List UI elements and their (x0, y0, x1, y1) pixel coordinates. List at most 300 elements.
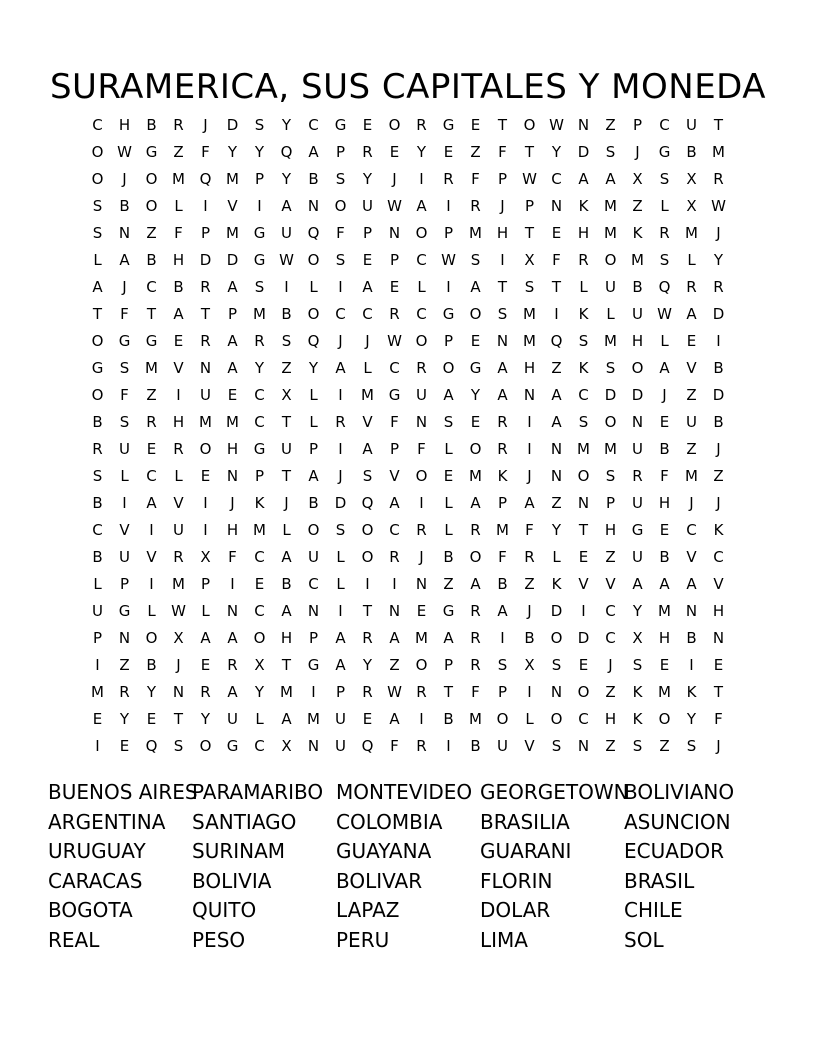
grid-letter[interactable]: J (635, 143, 640, 161)
grid-letter[interactable]: I (338, 440, 343, 458)
grid-letter[interactable]: I (392, 575, 397, 593)
grid-letter[interactable]: A (200, 629, 211, 647)
grid-letter[interactable]: W (387, 197, 402, 215)
grid-letter[interactable]: U (686, 413, 697, 431)
grid-letter[interactable]: Y (227, 143, 238, 161)
grid-letter[interactable]: A (416, 197, 427, 215)
grid-letter[interactable]: R (173, 116, 184, 134)
grid-letter[interactable]: C (146, 467, 157, 485)
grid-letter[interactable]: W (387, 332, 402, 350)
grid-letter[interactable]: L (417, 278, 426, 296)
grid-letter[interactable]: N (307, 737, 320, 755)
grid-letter[interactable]: A (335, 629, 346, 647)
grid-letter[interactable]: E (686, 332, 697, 350)
grid-letter[interactable]: S (578, 332, 589, 350)
grid-letter[interactable]: L (606, 305, 615, 323)
grid-letter[interactable]: S (659, 170, 670, 188)
grid-letter[interactable]: M (658, 602, 671, 620)
grid-letter[interactable]: M (415, 629, 428, 647)
grid-letter[interactable]: V (686, 548, 697, 566)
grid-letter[interactable]: I (176, 386, 181, 404)
grid-letter[interactable]: C (254, 602, 265, 620)
grid-letter[interactable]: I (203, 521, 208, 539)
grid-letter[interactable]: R (497, 413, 508, 431)
grid-letter[interactable]: E (389, 143, 400, 161)
grid-letter[interactable]: F (120, 386, 129, 404)
grid-letter[interactable]: R (713, 278, 724, 296)
grid-letter[interactable]: F (336, 224, 345, 242)
grid-letter[interactable]: X (173, 629, 184, 647)
grid-letter[interactable]: A (605, 170, 616, 188)
grid-letter[interactable]: E (362, 251, 373, 269)
grid-letter[interactable]: O (550, 629, 563, 647)
grid-letter[interactable]: S (578, 413, 589, 431)
grid-letter[interactable]: W (711, 197, 726, 215)
grid-letter[interactable]: N (415, 575, 428, 593)
grid-letter[interactable]: P (632, 116, 643, 134)
grid-letter[interactable]: D (550, 602, 563, 620)
grid-letter[interactable]: F (660, 467, 669, 485)
grid-letter[interactable]: Y (416, 143, 427, 161)
grid-letter[interactable]: I (554, 305, 559, 323)
grid-letter[interactable]: R (92, 440, 103, 458)
grid-letter[interactable]: J (338, 332, 343, 350)
grid-letter[interactable]: M (685, 467, 698, 485)
grid-letter[interactable]: E (119, 737, 130, 755)
grid-letter[interactable]: D (226, 116, 239, 134)
grid-letter[interactable]: M (523, 305, 536, 323)
grid-letter[interactable]: N (550, 440, 563, 458)
grid-letter[interactable]: O (469, 548, 482, 566)
grid-letter[interactable]: O (91, 170, 104, 188)
grid-letter[interactable]: V (389, 467, 400, 485)
grid-letter[interactable]: C (605, 602, 616, 620)
grid-letter[interactable]: R (686, 278, 697, 296)
grid-letter[interactable]: V (362, 413, 373, 431)
grid-letter[interactable]: I (689, 656, 694, 674)
grid-letter[interactable]: M (604, 440, 617, 458)
grid-letter[interactable]: L (525, 710, 534, 728)
grid-letter[interactable]: I (419, 494, 424, 512)
grid-letter[interactable]: S (335, 521, 346, 539)
grid-letter[interactable]: D (226, 251, 239, 269)
grid-letter[interactable]: G (307, 656, 320, 674)
grid-letter[interactable]: Y (281, 170, 292, 188)
grid-letter[interactable]: N (685, 602, 698, 620)
grid-letter[interactable]: X (254, 656, 265, 674)
grid-letter[interactable]: J (500, 197, 505, 215)
grid-letter[interactable]: X (524, 251, 535, 269)
grid-letter[interactable]: J (419, 548, 424, 566)
grid-letter[interactable]: R (416, 737, 427, 755)
grid-letter[interactable]: C (578, 710, 589, 728)
grid-letter[interactable]: P (308, 440, 319, 458)
grid-letter[interactable]: E (200, 467, 211, 485)
grid-letter[interactable]: P (497, 683, 508, 701)
grid-letter[interactable]: S (632, 737, 643, 755)
grid-letter[interactable]: J (284, 494, 289, 512)
grid-letter[interactable]: A (686, 575, 697, 593)
grid-letter[interactable]: O (307, 251, 320, 269)
grid-letter[interactable]: Q (550, 332, 563, 350)
grid-letter[interactable]: I (284, 278, 289, 296)
grid-letter[interactable]: R (227, 656, 238, 674)
grid-letter[interactable]: G (253, 440, 266, 458)
grid-letter[interactable]: M (658, 683, 671, 701)
grid-letter[interactable]: R (254, 332, 265, 350)
grid-letter[interactable]: M (604, 332, 617, 350)
grid-letter[interactable]: E (578, 548, 589, 566)
grid-letter[interactable]: A (497, 602, 508, 620)
grid-letter[interactable]: M (172, 170, 185, 188)
grid-letter[interactable]: N (550, 467, 563, 485)
grid-letter[interactable]: O (577, 683, 590, 701)
grid-letter[interactable]: C (308, 116, 319, 134)
grid-letter[interactable]: R (200, 278, 211, 296)
grid-letter[interactable]: H (226, 440, 239, 458)
grid-letter[interactable]: T (281, 467, 292, 485)
grid-letter[interactable]: C (389, 359, 400, 377)
grid-letter[interactable]: O (523, 116, 536, 134)
grid-letter[interactable]: V (524, 737, 535, 755)
grid-letter[interactable]: P (227, 305, 238, 323)
grid-letter[interactable]: A (497, 359, 508, 377)
grid-letter[interactable]: S (551, 737, 562, 755)
grid-letter[interactable]: X (281, 737, 292, 755)
grid-letter[interactable]: S (119, 359, 130, 377)
grid-letter[interactable]: O (415, 332, 428, 350)
grid-letter[interactable]: H (604, 710, 617, 728)
grid-letter[interactable]: U (308, 548, 319, 566)
grid-letter[interactable]: J (716, 737, 721, 755)
grid-letter[interactable]: I (203, 494, 208, 512)
grid-letter[interactable]: J (122, 170, 127, 188)
grid-letter[interactable]: Z (605, 548, 616, 566)
grid-letter[interactable]: P (443, 224, 454, 242)
grid-letter[interactable]: D (334, 494, 347, 512)
grid-letter[interactable]: L (579, 278, 588, 296)
grid-letter[interactable]: Y (254, 143, 265, 161)
grid-letter[interactable]: L (660, 332, 669, 350)
grid-letter[interactable]: Q (280, 143, 293, 161)
grid-letter[interactable]: M (469, 467, 482, 485)
grid-letter[interactable]: F (498, 143, 507, 161)
grid-letter[interactable]: T (281, 656, 292, 674)
grid-letter[interactable]: S (335, 251, 346, 269)
grid-letter[interactable]: H (172, 251, 185, 269)
grid-letter[interactable]: A (146, 494, 157, 512)
grid-letter[interactable]: L (363, 359, 372, 377)
grid-letter[interactable]: P (497, 170, 508, 188)
grid-letter[interactable]: I (581, 602, 586, 620)
grid-letter[interactable]: G (118, 602, 131, 620)
grid-letter[interactable]: H (658, 494, 671, 512)
grid-letter[interactable]: G (442, 305, 455, 323)
grid-letter[interactable]: R (362, 683, 373, 701)
grid-letter[interactable]: J (230, 494, 235, 512)
grid-letter[interactable]: J (608, 656, 613, 674)
grid-letter[interactable]: Y (254, 683, 265, 701)
grid-letter[interactable]: Y (632, 602, 643, 620)
grid-letter[interactable]: G (253, 224, 266, 242)
grid-letter[interactable]: E (659, 521, 670, 539)
grid-letter[interactable]: U (632, 440, 643, 458)
grid-letter[interactable]: B (146, 656, 157, 674)
grid-letter[interactable]: R (713, 170, 724, 188)
grid-letter[interactable]: O (442, 359, 455, 377)
grid-letter[interactable]: E (200, 656, 211, 674)
grid-letter[interactable]: R (119, 683, 130, 701)
grid-letter[interactable]: R (200, 332, 211, 350)
grid-letter[interactable]: X (632, 629, 643, 647)
grid-letter[interactable]: U (281, 224, 292, 242)
grid-letter[interactable]: E (713, 656, 724, 674)
grid-letter[interactable]: L (174, 197, 183, 215)
grid-letter[interactable]: M (253, 305, 266, 323)
grid-letter[interactable]: F (714, 710, 723, 728)
grid-letter[interactable]: T (524, 143, 535, 161)
grid-letter[interactable]: U (335, 737, 346, 755)
grid-letter[interactable]: U (362, 197, 373, 215)
grid-letter[interactable]: R (659, 224, 670, 242)
grid-letter[interactable]: F (174, 224, 183, 242)
grid-letter[interactable]: K (254, 494, 265, 512)
grid-letter[interactable]: J (689, 494, 694, 512)
grid-letter[interactable]: Z (605, 683, 616, 701)
grid-letter[interactable]: T (173, 710, 184, 728)
grid-letter[interactable]: G (442, 602, 455, 620)
grid-letter[interactable]: T (362, 602, 373, 620)
grid-letter[interactable]: N (577, 737, 590, 755)
grid-letter[interactable]: A (470, 278, 481, 296)
grid-letter[interactable]: H (496, 224, 509, 242)
grid-letter[interactable]: R (173, 440, 184, 458)
grid-letter[interactable]: T (281, 413, 292, 431)
grid-letter[interactable]: S (119, 413, 130, 431)
grid-letter[interactable]: V (605, 575, 616, 593)
grid-letter[interactable]: P (119, 575, 130, 593)
grid-letter[interactable]: L (444, 494, 453, 512)
grid-letter[interactable]: R (524, 548, 535, 566)
grid-letter[interactable]: Z (281, 359, 292, 377)
grid-letter[interactable]: A (362, 440, 373, 458)
grid-letter[interactable]: A (281, 548, 292, 566)
grid-letter[interactable]: G (334, 116, 347, 134)
grid-letter[interactable]: A (551, 413, 562, 431)
grid-letter[interactable]: L (687, 251, 696, 269)
grid-letter[interactable]: Q (361, 494, 374, 512)
grid-letter[interactable]: F (201, 143, 210, 161)
grid-letter[interactable]: N (550, 683, 563, 701)
grid-letter[interactable]: I (527, 440, 532, 458)
grid-letter[interactable]: M (523, 332, 536, 350)
grid-letter[interactable]: O (604, 251, 617, 269)
grid-letter[interactable]: I (419, 710, 424, 728)
grid-letter[interactable]: F (471, 683, 480, 701)
grid-letter[interactable]: B (497, 575, 508, 593)
grid-letter[interactable]: S (632, 656, 643, 674)
grid-letter[interactable]: E (146, 440, 157, 458)
grid-letter[interactable]: A (551, 386, 562, 404)
grid-letter[interactable]: F (552, 251, 561, 269)
grid-letter[interactable]: N (172, 683, 185, 701)
grid-letter[interactable]: D (577, 143, 590, 161)
grid-letter[interactable]: F (498, 548, 507, 566)
grid-letter[interactable]: M (712, 143, 725, 161)
grid-letter[interactable]: I (338, 278, 343, 296)
grid-letter[interactable]: O (604, 413, 617, 431)
grid-letter[interactable]: L (201, 602, 210, 620)
grid-letter[interactable]: U (497, 737, 508, 755)
grid-letter[interactable]: O (415, 656, 428, 674)
grid-letter[interactable]: E (362, 116, 373, 134)
grid-letter[interactable]: U (632, 494, 643, 512)
grid-letter[interactable]: F (228, 548, 237, 566)
grid-letter[interactable]: S (551, 656, 562, 674)
grid-letter[interactable]: M (604, 197, 617, 215)
grid-letter[interactable]: J (662, 386, 667, 404)
grid-letter[interactable]: U (173, 521, 184, 539)
grid-letter[interactable]: Z (659, 737, 670, 755)
grid-letter[interactable]: I (365, 575, 370, 593)
grid-letter[interactable]: G (91, 359, 104, 377)
grid-letter[interactable]: I (527, 683, 532, 701)
grid-letter[interactable]: N (118, 224, 131, 242)
grid-letter[interactable]: T (713, 116, 724, 134)
grid-letter[interactable]: M (226, 170, 239, 188)
grid-letter[interactable]: B (308, 494, 319, 512)
grid-letter[interactable]: L (309, 413, 318, 431)
grid-letter[interactable]: P (200, 575, 211, 593)
grid-letter[interactable]: U (119, 548, 130, 566)
grid-letter[interactable]: B (308, 170, 319, 188)
grid-letter[interactable]: A (443, 386, 454, 404)
grid-letter[interactable]: K (632, 224, 643, 242)
grid-letter[interactable]: E (92, 710, 103, 728)
grid-letter[interactable]: P (92, 629, 103, 647)
grid-letter[interactable]: Z (713, 467, 724, 485)
grid-letter[interactable]: I (95, 737, 100, 755)
grid-letter[interactable]: M (361, 386, 374, 404)
grid-letter[interactable]: U (632, 305, 643, 323)
grid-letter[interactable]: G (388, 386, 401, 404)
grid-letter[interactable]: A (659, 359, 670, 377)
grid-letter[interactable]: T (200, 305, 211, 323)
grid-letter[interactable]: E (659, 656, 670, 674)
grid-letter[interactable]: S (659, 251, 670, 269)
grid-letter[interactable]: S (173, 737, 184, 755)
grid-letter[interactable]: C (713, 548, 724, 566)
grid-letter[interactable]: A (281, 710, 292, 728)
grid-letter[interactable]: H (658, 629, 671, 647)
grid-letter[interactable]: A (119, 251, 130, 269)
grid-letter[interactable]: S (686, 737, 697, 755)
grid-letter[interactable]: A (227, 683, 238, 701)
grid-letter[interactable]: T (146, 305, 157, 323)
grid-letter[interactable]: N (307, 197, 320, 215)
grid-letter[interactable]: K (713, 521, 724, 539)
grid-letter[interactable]: B (443, 548, 454, 566)
grid-letter[interactable]: F (120, 305, 129, 323)
grid-letter[interactable]: P (443, 332, 454, 350)
grid-letter[interactable]: I (338, 602, 343, 620)
grid-letter[interactable]: N (712, 629, 725, 647)
grid-letter[interactable]: X (200, 548, 211, 566)
grid-letter[interactable]: F (417, 440, 426, 458)
grid-letter[interactable]: A (578, 170, 589, 188)
grid-letter[interactable]: O (658, 710, 671, 728)
grid-letter[interactable]: R (497, 440, 508, 458)
grid-letter[interactable]: T (497, 278, 508, 296)
grid-letter[interactable]: C (605, 629, 616, 647)
grid-letter[interactable]: O (145, 629, 158, 647)
grid-letter[interactable]: Z (605, 116, 616, 134)
grid-letter[interactable]: E (470, 413, 481, 431)
grid-letter[interactable]: H (118, 116, 131, 134)
grid-letter[interactable]: X (281, 386, 292, 404)
grid-letter[interactable]: I (419, 170, 424, 188)
grid-letter[interactable]: S (92, 467, 103, 485)
grid-letter[interactable]: O (577, 467, 590, 485)
grid-letter[interactable]: B (659, 548, 670, 566)
grid-letter[interactable]: N (496, 332, 509, 350)
grid-letter[interactable]: C (254, 548, 265, 566)
grid-letter[interactable]: N (118, 629, 131, 647)
grid-letter[interactable]: M (496, 521, 509, 539)
grid-letter[interactable]: L (336, 548, 345, 566)
grid-letter[interactable]: I (716, 332, 721, 350)
grid-letter[interactable]: M (172, 575, 185, 593)
grid-letter[interactable]: N (577, 494, 590, 512)
grid-letter[interactable]: R (335, 413, 346, 431)
grid-letter[interactable]: O (199, 737, 212, 755)
grid-letter[interactable]: D (712, 305, 725, 323)
grid-letter[interactable]: C (335, 305, 346, 323)
grid-letter[interactable]: L (93, 575, 102, 593)
grid-letter[interactable]: N (307, 602, 320, 620)
grid-letter[interactable]: T (524, 224, 535, 242)
grid-letter[interactable]: C (308, 575, 319, 593)
grid-letter[interactable]: E (362, 710, 373, 728)
grid-letter[interactable]: N (199, 359, 212, 377)
grid-letter[interactable]: S (281, 332, 292, 350)
grid-letter[interactable]: L (444, 521, 453, 539)
grid-letter[interactable]: U (416, 386, 427, 404)
grid-letter[interactable]: N (550, 197, 563, 215)
grid-letter[interactable]: L (660, 197, 669, 215)
grid-letter[interactable]: A (308, 143, 319, 161)
grid-letter[interactable]: V (227, 197, 238, 215)
grid-letter[interactable]: S (470, 251, 481, 269)
grid-letter[interactable]: B (713, 413, 724, 431)
grid-letter[interactable]: W (171, 602, 186, 620)
grid-letter[interactable]: B (119, 197, 130, 215)
grid-letter[interactable]: D (577, 629, 590, 647)
grid-letter[interactable]: C (254, 413, 265, 431)
grid-letter[interactable]: F (390, 413, 399, 431)
grid-letter[interactable]: O (253, 629, 266, 647)
grid-letter[interactable]: Y (308, 359, 319, 377)
grid-letter[interactable]: M (631, 251, 644, 269)
grid-letter[interactable]: R (362, 629, 373, 647)
grid-letter[interactable]: Q (361, 737, 374, 755)
grid-letter[interactable]: E (146, 710, 157, 728)
grid-letter[interactable]: E (416, 602, 427, 620)
grid-letter[interactable]: V (173, 494, 184, 512)
grid-letter[interactable]: L (336, 575, 345, 593)
grid-letter[interactable]: R (362, 143, 373, 161)
grid-letter[interactable]: Y (686, 710, 697, 728)
